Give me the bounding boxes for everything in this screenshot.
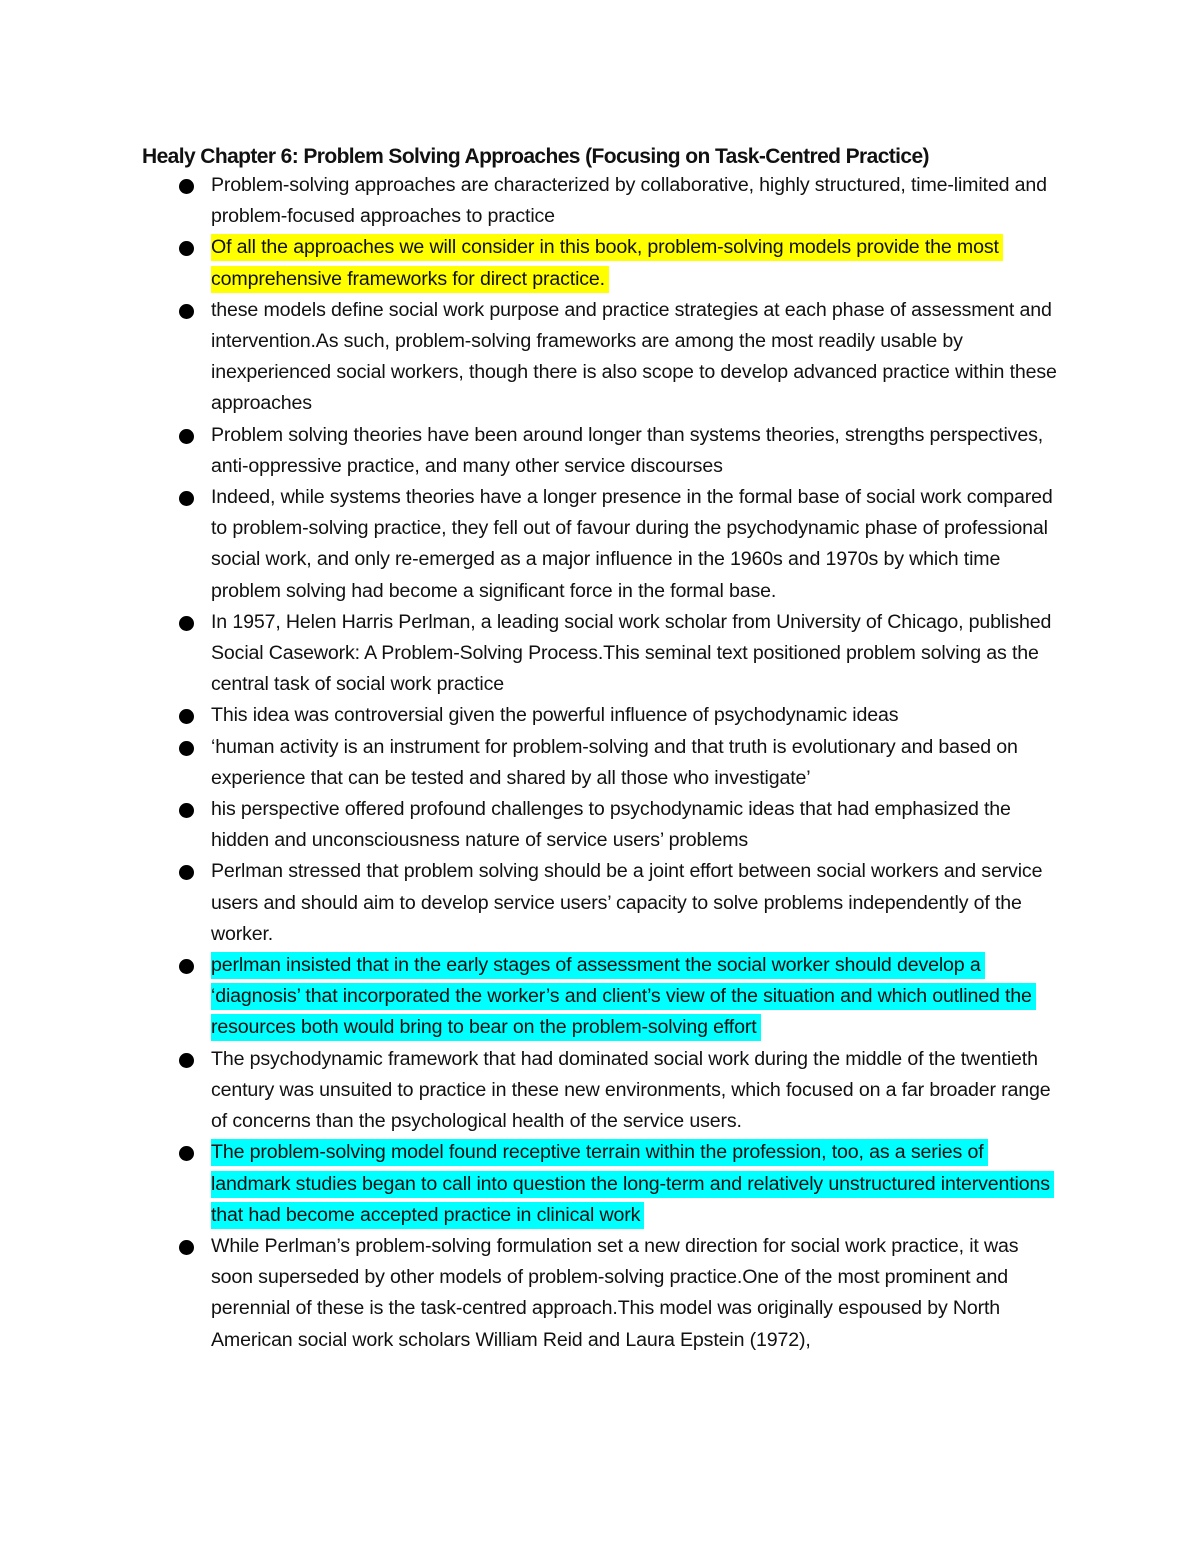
highlighted-bullet-text: Of all the approaches we will consider in this book, problem-solving models provide the most comprehensive frameworks for direct practice. (211, 234, 1003, 292)
bullet-item-3 (172, 295, 1062, 420)
bullet-item-7 (172, 700, 1062, 731)
bullet-text: In 1957, Helen Harris Perlman, a leading social work scholar from University of Chicago, published Social Casework: A Problem-Solving Process.This seminal text positioned problem solving as the central task of social work practice (211, 610, 1052, 696)
bullet-list (172, 170, 1062, 1356)
bullet-icon (179, 616, 194, 631)
bullet-item-6 (172, 607, 1062, 701)
bullet-text: This idea was controversial given the powerful influence of psychodynamic ideas (211, 704, 899, 727)
bullet-icon (179, 709, 194, 724)
bullet-text: Perlman stressed that problem solving should be a joint effort between social workers and service users and should aim to develop service users’ capacity to solve problems independently of the worker. (211, 860, 1043, 945)
bullet-icon (179, 1053, 194, 1068)
bullet-text: his perspective offered profound challenges to psychodynamic ideas that had emphasized the hidden and unconsciousness nature of service users’ problems (211, 798, 1011, 852)
bullet-icon (179, 1240, 194, 1255)
bullet-icon (179, 741, 194, 756)
bullet-text: The psychodynamic framework that had dominated social work during the middle of the twentieth century was unsuited to practice in these new environments, which focused on a far broader range of concerns than the psychological health of the service users. (211, 1047, 1051, 1133)
bullet-icon (179, 304, 194, 319)
highlighted-bullet-text: perlman insisted that in the early stages of assessment the social worker should develop a ‘diagnosis’ that incorporated the worker’s and client’s view of the situation and which outlined the resources both would bring to bear on the problem-solving effort (211, 952, 1036, 1041)
bullet-item-1 (172, 170, 1062, 232)
bullet-item-4 (172, 420, 1062, 482)
bullet-icon (179, 803, 194, 818)
bullet-text: these models define social work purpose and practice strategies at each phase of assessment and intervention.As such, problem-solving frameworks are among the most readily usable by inexperienced social workers, though there is also scope to develop advanced practice within these approaches (211, 298, 1057, 415)
bullet-text: ‘human activity is an instrument for problem-solving and that truth is evolutionary and based on experience that can be tested and shared by all those who investigate’ (211, 735, 1018, 789)
document-title: Healy Chapter 6: Problem Solving Approaches (Focusing on Task-Centred Practice) (142, 145, 929, 168)
bullet-text: Problem-solving approaches are characterized by collaborative, highly structured, time-limited and problem-focused approaches to practice (211, 174, 1047, 228)
bullet-icon (179, 491, 194, 506)
bullet-item-13 (172, 1137, 1062, 1231)
bullet-item-11 (172, 950, 1062, 1044)
highlighted-bullet-text: The problem-solving model found receptive terrain within the profession, too, as a series of landmark studies began to call into question the long-term and relatively unstructured interventions that had become accepted practice in clinical work (211, 1139, 1054, 1228)
bullet-item-8 (172, 732, 1062, 794)
bullet-icon (179, 959, 194, 974)
bullet-icon (179, 241, 194, 256)
bullet-item-5 (172, 482, 1062, 607)
bullet-text: While Perlman’s problem-solving formulation set a new direction for social work practice, it was soon superseded by other models of problem-solving practice.One of the most prominent and perennial of these is the task-centred approach.This model was originally espoused by North American social work scholars William Reid and Laura Epstein (1972), (211, 1234, 1019, 1351)
bullet-icon (179, 1146, 194, 1161)
bullet-icon (179, 865, 194, 880)
bullet-item-14 (172, 1231, 1062, 1356)
bullet-item-10 (172, 856, 1062, 950)
bullet-item-12 (172, 1044, 1062, 1138)
bullet-icon (179, 179, 194, 194)
bullet-item-2 (172, 232, 1062, 294)
bullet-text: Problem solving theories have been around longer than systems theories, strengths perspectives, anti-oppressive practice, and many other service discourses (211, 423, 1044, 477)
bullet-icon (179, 429, 194, 444)
bullet-item-9 (172, 794, 1062, 856)
bullet-text: Indeed, while systems theories have a longer presence in the formal base of social work compared to problem-solving practice, they fell out of favour during the psychodynamic phase of professional social work, and only re-emerged as a major influence in the 1960s and 1970s by which time problem solving had become a significant force in the formal base. (211, 486, 1053, 602)
